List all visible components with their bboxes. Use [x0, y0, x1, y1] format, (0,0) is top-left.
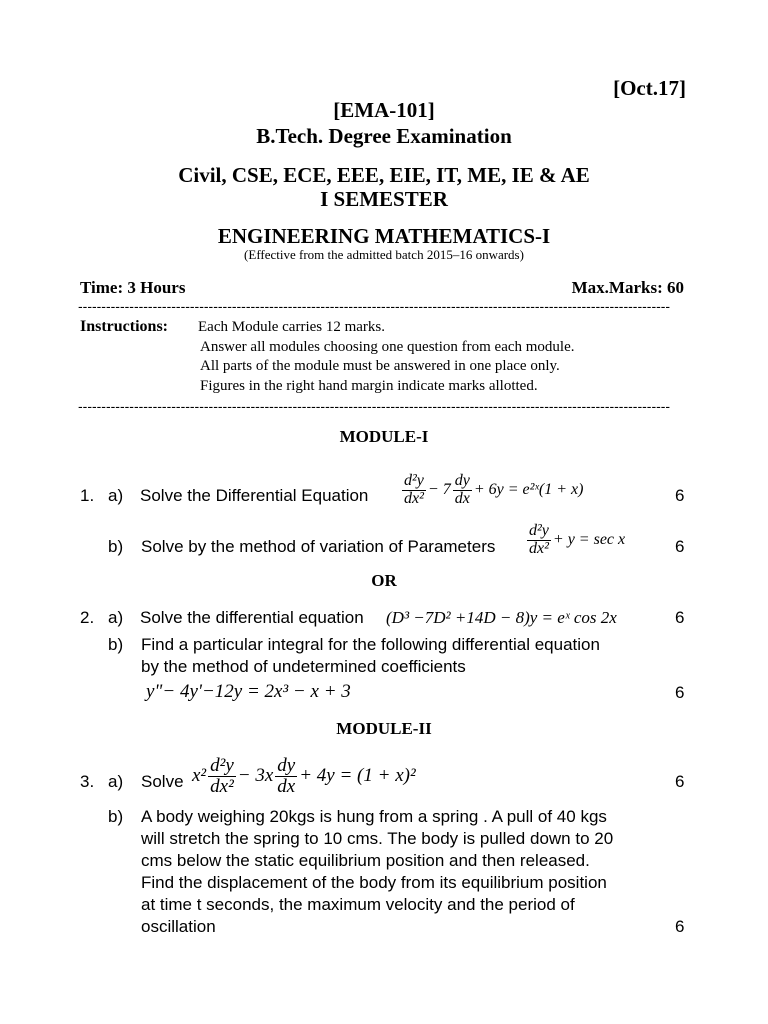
term: + 4y = (1 + x)²	[299, 764, 416, 786]
module-title: MODULE-II	[336, 719, 432, 738]
term: + 6y = e²ˣ(1 + x)	[473, 480, 584, 498]
instruction-line: All parts of the module must be answered in one place only.	[200, 358, 560, 374]
question-text: Find the displacement of the body from its equilibrium position	[141, 873, 607, 892]
instructions-label: Instructions:	[80, 318, 169, 335]
marks: 6	[675, 537, 685, 556]
denominator: dx	[277, 775, 296, 797]
question-text: at time t seconds, the maximum velocity and the period of	[141, 895, 575, 914]
equation	[192, 756, 416, 797]
exam-date: [Oct.17]	[613, 76, 686, 100]
term: x²	[192, 764, 207, 786]
question-text: cms below the static equilibrium position and then released.	[141, 851, 590, 870]
part-label: a)	[108, 486, 124, 505]
equation	[525, 523, 625, 558]
effective-note: (Effective from the admitted batch 2015–16 onwards)	[244, 247, 524, 262]
fraction	[275, 756, 297, 797]
part-label: a)	[108, 772, 124, 791]
exam-title: B.Tech. Degree Examination	[256, 124, 512, 148]
divider: -------------------------------------------------------------------------------------------------------------------------------	[78, 298, 671, 314]
term: + y = sec x	[552, 530, 626, 548]
term: − 3x	[237, 764, 274, 786]
denominator: dx²	[404, 489, 424, 507]
marks: 6	[675, 486, 685, 505]
question-text: Solve	[141, 772, 184, 791]
question-number: 2.	[80, 608, 95, 627]
question-text: Find a particular integral for the following differential equation	[141, 635, 600, 654]
semester: I SEMESTER	[320, 187, 448, 211]
marks: 6	[675, 608, 685, 627]
fraction	[402, 473, 426, 508]
instruction-line: Each Module carries 12 marks.	[198, 319, 386, 335]
denominator: dx²	[210, 775, 234, 797]
question-number: 1.	[80, 486, 95, 505]
term: − 7	[427, 480, 451, 498]
question-text: A body weighing 20kgs is hung from a spring . A pull of 40 kgs	[141, 807, 607, 826]
fraction	[453, 473, 472, 508]
instruction-line: Figures in the right hand margin indicate marks allotted.	[200, 378, 538, 394]
subject-title: ENGINEERING MATHEMATICS-I	[217, 224, 551, 248]
max-marks: Max.Marks: 60	[571, 278, 684, 297]
question-text: Solve by the method of variation of Parameters	[141, 537, 496, 556]
equation: y"− 4y'−12y = 2x³ − x + 3	[146, 681, 351, 702]
or-separator: OR	[371, 571, 397, 590]
course-code: [EMA-101]	[333, 98, 435, 122]
numerator: d²y	[529, 522, 549, 539]
part-label: b)	[108, 807, 124, 826]
part-label: b)	[108, 635, 124, 654]
question-number: 3.	[80, 772, 95, 791]
question-text: by the method of undetermined coefficients	[141, 657, 466, 676]
instruction-line: Answer all modules choosing one question from each module.	[200, 339, 575, 355]
branches: Civil, CSE, ECE, EEE, EIE, IT, ME, IE & AE	[178, 163, 590, 187]
numerator: d²y	[404, 472, 424, 489]
divider: -------------------------------------------------------------------------------------------------------------------------------	[78, 398, 671, 414]
part-label: b)	[108, 537, 124, 556]
denominator: dx²	[529, 539, 549, 557]
question-text: Solve the differential equation	[140, 608, 364, 627]
denominator: dx	[454, 489, 470, 507]
time-allowed: Time: 3 Hours	[80, 278, 186, 297]
part-label: a)	[108, 608, 124, 627]
fraction	[527, 523, 551, 558]
numerator: dy	[454, 472, 470, 489]
marks: 6	[675, 683, 685, 702]
question-text: will stretch the spring to 10 cms. The body is pulled down to 20	[141, 829, 614, 848]
question-text: Solve the Differential Equation	[140, 486, 369, 505]
equation: (D³ −7D² +14D − 8)y = eˣ cos 2x	[386, 608, 617, 627]
marks: 6	[675, 772, 685, 791]
numerator: dy	[277, 755, 296, 776]
fraction	[208, 756, 236, 797]
numerator: d²y	[210, 755, 234, 776]
equation	[400, 473, 583, 508]
marks: 6	[675, 917, 685, 936]
module-title: MODULE-I	[339, 427, 429, 446]
question-text: oscillation	[141, 917, 216, 936]
